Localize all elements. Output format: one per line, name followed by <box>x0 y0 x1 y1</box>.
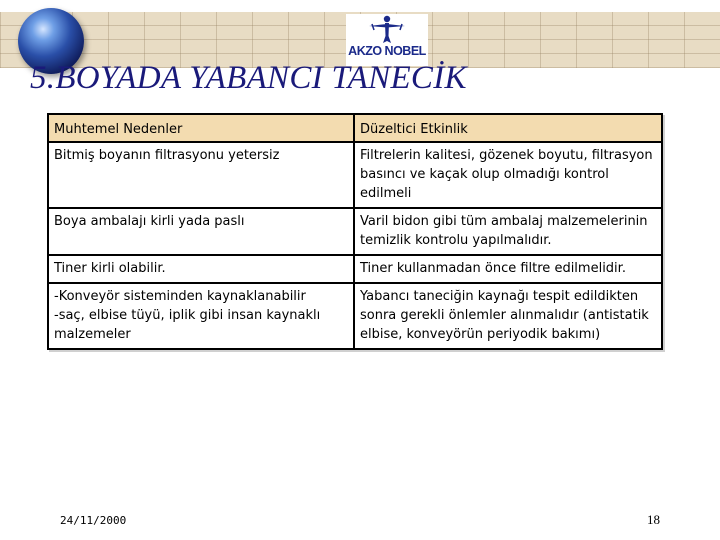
action-cell: Tiner kullanmadan önce filtre edilmelidir. <box>354 255 662 283</box>
causes-actions-table <box>47 113 663 350</box>
action-cell: Varil bidon gibi tüm ambalaj malzemelerinin temizlik kontrolu yapılmalıdır. <box>354 208 662 255</box>
header-causes: Muhtemel Nedenler <box>48 114 354 142</box>
action-cell: Filtrelerin kalitesi, gözenek boyutu, filtrasyon basıncı ve kaçak olup olmadığı kontrol edilmeli <box>354 142 662 208</box>
cause-cell: Tiner kirli olabilir. <box>48 255 354 283</box>
logo-figure-icon <box>366 14 408 44</box>
cause-cell: Bitmiş boyanın filtrasyonu yetersiz <box>48 142 354 208</box>
table-row <box>48 208 662 255</box>
cause-cell: Boya ambalajı kirli yada paslı <box>48 208 354 255</box>
table-row <box>48 142 662 208</box>
action-cell: Yabancı taneciğin kaynağı tespit edildikten sonra gerekli önlemler alınmalıdır (antistatik elbise, konveyörün periyodik bakımı) <box>354 283 662 349</box>
table-header-row <box>48 114 662 142</box>
slide-title: 5.BOYADA YABANCI TANECİK <box>30 60 467 96</box>
logo-text: AKZO NOBEL <box>348 44 426 58</box>
header-actions: Düzeltici Etkinlik <box>354 114 662 142</box>
table-row <box>48 255 662 283</box>
page-number: 18 <box>647 512 660 527</box>
footer-date: 24/11/2000 <box>60 514 127 527</box>
akzo-nobel-logo <box>346 14 428 66</box>
table-row <box>48 283 662 349</box>
cause-cell: -Konveyör sisteminden kaynaklanabilir -saç, elbise tüyü, iplik gibi insan kaynaklı malzemeler <box>48 283 354 349</box>
